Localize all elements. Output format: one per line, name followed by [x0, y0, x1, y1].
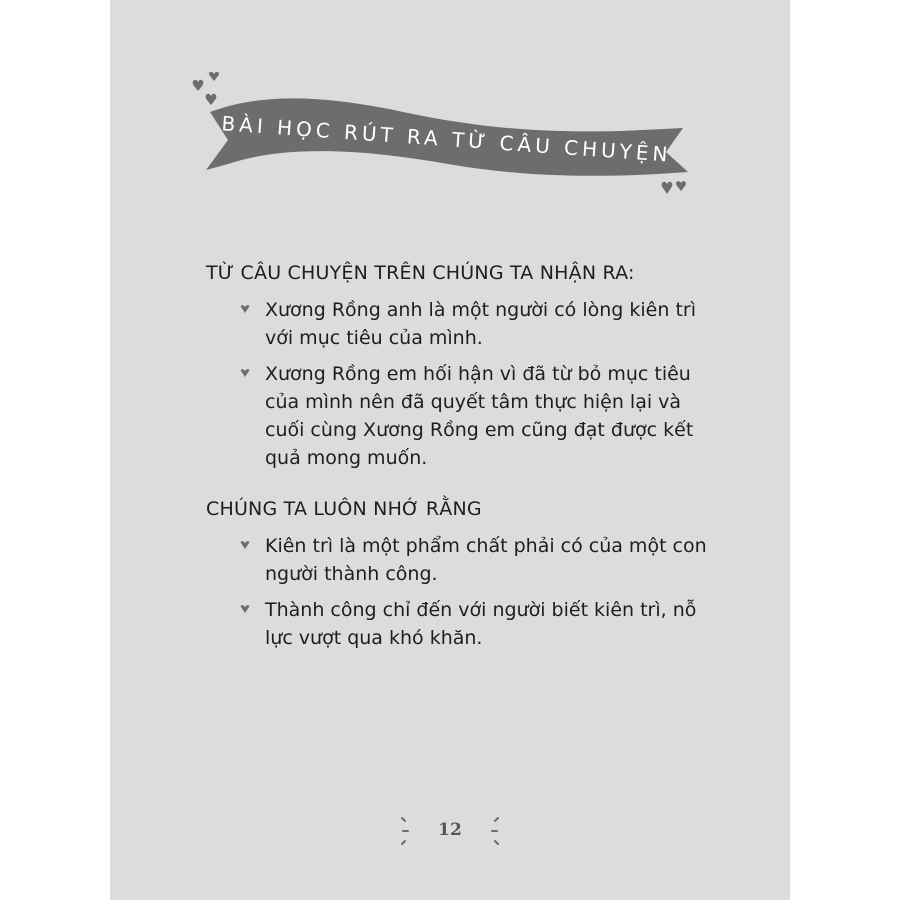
- page-number: 12: [438, 820, 462, 840]
- list-item-text: Xương Rồng anh là một người có lòng kiên trì với mục tiêu của mình.: [265, 299, 696, 349]
- list-item: [206, 296, 726, 352]
- page-number-area: [400, 808, 500, 856]
- hearts-decoration-bottom-icon: [655, 174, 691, 202]
- bullet-list: [206, 532, 726, 652]
- list-item-text: Thành công chỉ đến với người biết kiên trì, nỗ lực vượt qua khó khăn.: [265, 599, 697, 649]
- list-item: [206, 532, 726, 588]
- section-heading: TỪ CÂU CHUYỆN TRÊN CHÚNG TA NHẬN RA:: [206, 262, 635, 284]
- heart-bullet-icon: [240, 304, 250, 314]
- heart-bullet-icon: [240, 368, 250, 378]
- list-item-text: Xương Rồng em hối hận vì đã từ bỏ mục tiêu của mình nên đã quyết tâm thực hiện lại và cuối cùng Xương Rồng em cũng đạt được kết quả mong muốn.: [265, 363, 694, 469]
- list-item: [206, 596, 726, 652]
- section-heading: CHÚNG TA LUÔN NHỚ RẰNG: [206, 498, 482, 520]
- book-page: [110, 0, 790, 900]
- heart-bullet-icon: [240, 604, 250, 614]
- title-banner: [188, 60, 713, 200]
- heart-bullet-icon: [240, 540, 250, 550]
- section-takeaways: [206, 258, 726, 472]
- section-remember: [206, 494, 726, 652]
- list-item-text: Kiên trì là một phẩm chất phải có của một con người thành công.: [265, 535, 707, 585]
- banner-title: BÀI HỌC RÚT RA TỪ CÂU CHUYỆN: [220, 111, 673, 167]
- list-item: [206, 360, 726, 472]
- bullet-list: [206, 296, 726, 472]
- sparkle-dashes-right-icon: [484, 814, 500, 850]
- lesson-content: [206, 258, 726, 660]
